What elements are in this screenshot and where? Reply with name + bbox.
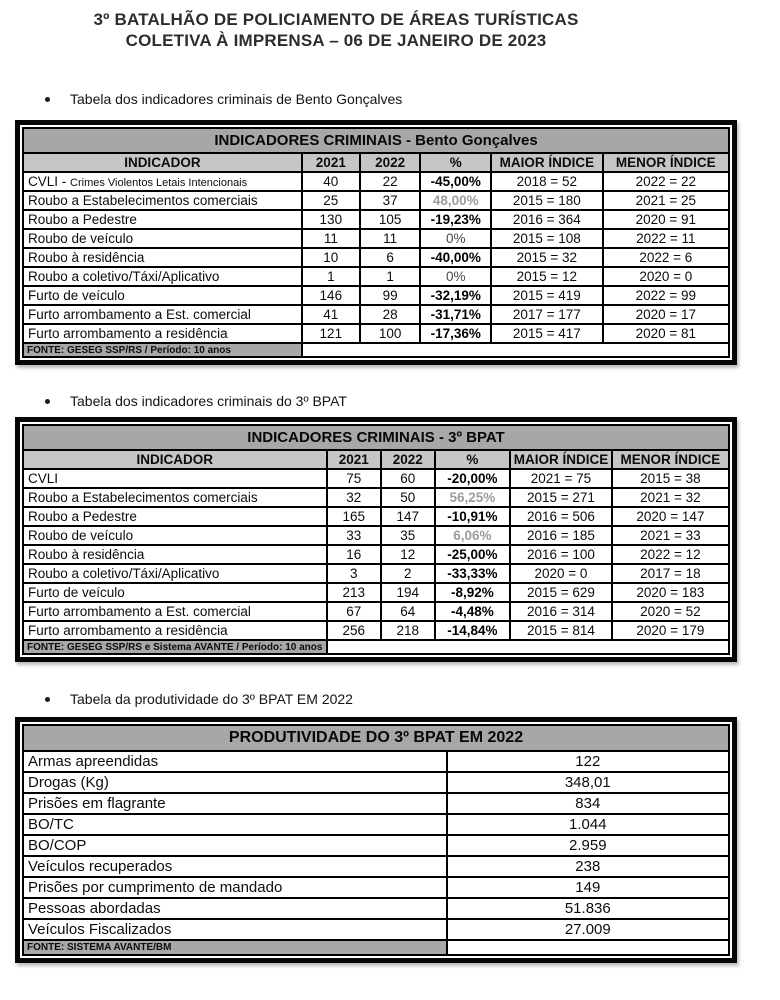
maior-indice-cell: 2016 = 506 <box>510 507 612 526</box>
value-2021-cell: 130 <box>302 210 360 229</box>
productivity-label-cell: Armas apreendidas <box>23 751 447 772</box>
percent-cell: -8,92% <box>435 583 511 602</box>
value-2021-cell: 75 <box>327 469 381 488</box>
table-row <box>23 507 729 526</box>
percent-cell: -45,00% <box>420 172 491 191</box>
table-row <box>23 877 729 898</box>
table-row <box>23 835 729 856</box>
menor-indice-cell: 2020 = 81 <box>603 324 729 343</box>
crime-table-bento <box>15 120 737 365</box>
menor-indice-cell: 2022 = 6 <box>603 248 729 267</box>
percent-cell: 48,00% <box>420 191 491 210</box>
value-2021-cell: 67 <box>327 602 381 621</box>
table-frame <box>15 120 737 365</box>
indicator-cell: Furto de veículo <box>23 286 302 305</box>
menor-indice-cell: 2021 = 25 <box>603 191 729 210</box>
table-row <box>23 488 729 507</box>
percent-cell: 6,06% <box>435 526 511 545</box>
page-title-line2: COLETIVA À IMPRENSA – 06 DE JANEIRO DE 2023 <box>125 31 547 50</box>
percent-cell: -25,00% <box>435 545 511 564</box>
percent-cell: -20,00% <box>435 469 511 488</box>
maior-indice-cell: 2016 = 314 <box>510 602 612 621</box>
column-header-2021: 2021 <box>302 153 360 172</box>
value-2022-cell: 12 <box>381 545 435 564</box>
table-row <box>23 229 729 248</box>
table-row <box>23 564 729 583</box>
table-row <box>23 898 729 919</box>
column-header-2022: 2022 <box>381 450 435 469</box>
indicator-cell: Roubo à residência <box>23 545 327 564</box>
table-row <box>23 172 729 191</box>
value-2021-cell: 3 <box>327 564 381 583</box>
menor-indice-cell: 2020 = 179 <box>612 621 729 640</box>
table-title: PRODUTIVIDADE DO 3º BPAT EM 2022 <box>23 725 729 751</box>
value-2022-cell: 37 <box>360 191 421 210</box>
column-header-indicador: INDICADOR <box>23 153 302 172</box>
fonte-cell: FONTE: GESEG SSP/RS / Período: 10 anos <box>23 343 302 357</box>
value-2021-cell: 165 <box>327 507 381 526</box>
percent-cell: 0% <box>420 267 491 286</box>
value-2021-cell: 10 <box>302 248 360 267</box>
indicator-cell: Roubo de veículo <box>23 526 327 545</box>
value-2021-cell: 146 <box>302 286 360 305</box>
indicator-cell: Roubo a coletivo/Táxi/Aplicativo <box>23 564 327 583</box>
bullet-label: Tabela dos indicadores criminais do 3º BPAT <box>70 393 347 409</box>
menor-indice-cell: 2015 = 38 <box>612 469 729 488</box>
fonte-row <box>23 343 729 357</box>
page-title-line1: 3º BATALHÃO DE POLICIAMENTO DE ÁREAS TURÍSTICAS <box>93 10 579 29</box>
indicator-cell: Roubo a Estabelecimentos comerciais <box>23 488 327 507</box>
maior-indice-cell: 2016 = 185 <box>510 526 612 545</box>
indicator-cell: Furto arrombamento a residência <box>23 621 327 640</box>
productivity-value-cell: 122 <box>447 751 729 772</box>
value-2021-cell: 25 <box>302 191 360 210</box>
column-header-pct: % <box>435 450 511 469</box>
fonte-cell: FONTE: GESEG SSP/RS e Sistema AVANTE / Período: 10 anos <box>23 640 327 654</box>
percent-cell: -40,00% <box>420 248 491 267</box>
fonte-empty-cell <box>447 940 729 955</box>
percent-cell: 0% <box>420 229 491 248</box>
fonte-empty-cell <box>327 640 729 654</box>
column-header-pct: % <box>420 153 491 172</box>
value-2022-cell: 147 <box>381 507 435 526</box>
menor-indice-cell: 2020 = 17 <box>603 305 729 324</box>
value-2022-cell: 28 <box>360 305 421 324</box>
value-2021-cell: 11 <box>302 229 360 248</box>
maior-indice-cell: 2016 = 364 <box>491 210 603 229</box>
productivity-label-cell: Drogas (Kg) <box>23 772 447 793</box>
table-header-row <box>23 450 729 469</box>
column-header-menor: MENOR ÍNDICE <box>603 153 729 172</box>
percent-cell: -31,71% <box>420 305 491 324</box>
menor-indice-cell: 2022 = 22 <box>603 172 729 191</box>
indicator-cell: Furto de veículo <box>23 583 327 602</box>
indicator-cell: Roubo à residência <box>23 248 302 267</box>
table-frame <box>15 417 737 662</box>
percent-cell: 56,25% <box>435 488 511 507</box>
table-row <box>23 248 729 267</box>
table-row <box>23 856 729 877</box>
productivity-value-cell: 149 <box>447 877 729 898</box>
menor-indice-cell: 2022 = 99 <box>603 286 729 305</box>
indicator-cell: CVLI - Crimes Violentos Letais Intencionais <box>23 172 302 191</box>
percent-cell: -10,91% <box>435 507 511 526</box>
bullet-icon <box>45 97 50 102</box>
table-row <box>23 305 729 324</box>
percent-cell: -17,36% <box>420 324 491 343</box>
table-row <box>23 286 729 305</box>
value-2022-cell: 105 <box>360 210 421 229</box>
table-title: INDICADORES CRIMINAIS - 3º BPAT <box>23 425 729 450</box>
value-2022-cell: 11 <box>360 229 421 248</box>
value-2022-cell: 99 <box>360 286 421 305</box>
maior-indice-cell: 2015 = 108 <box>491 229 603 248</box>
productivity-table <box>15 717 737 963</box>
maior-indice-cell: 2015 = 271 <box>510 488 612 507</box>
maior-indice-cell: 2018 = 52 <box>491 172 603 191</box>
indicator-cell: Roubo a Pedestre <box>23 507 327 526</box>
column-header-maior: MAIOR ÍNDICE <box>491 153 603 172</box>
indicator-cell: Furto arrombamento a Est. comercial <box>23 602 327 621</box>
fonte-cell: FONTE: SISTEMA AVANTE/BM <box>23 940 447 955</box>
menor-indice-cell: 2022 = 11 <box>603 229 729 248</box>
menor-indice-cell: 2020 = 183 <box>612 583 729 602</box>
productivity-label-cell: BO/TC <box>23 814 447 835</box>
indicator-cell: Furto arrombamento a Est. comercial <box>23 305 302 324</box>
indicator-cell: Roubo de veículo <box>23 229 302 248</box>
bullet-item-produtividade <box>45 691 780 707</box>
table-row <box>23 793 729 814</box>
menor-indice-cell: 2022 = 12 <box>612 545 729 564</box>
table-row <box>23 469 729 488</box>
table-row <box>23 583 729 602</box>
productivity-value-cell: 27.009 <box>447 919 729 940</box>
table-title: INDICADORES CRIMINAIS - Bento Gonçalves <box>23 128 729 153</box>
column-header-2021: 2021 <box>327 450 381 469</box>
productivity-value-cell: 834 <box>447 793 729 814</box>
menor-indice-cell: 2020 = 91 <box>603 210 729 229</box>
table-row <box>23 526 729 545</box>
table-row <box>23 751 729 772</box>
menor-indice-cell: 2021 = 33 <box>612 526 729 545</box>
table-row <box>23 602 729 621</box>
value-2021-cell: 1 <box>302 267 360 286</box>
value-2021-cell: 33 <box>327 526 381 545</box>
value-2022-cell: 1 <box>360 267 421 286</box>
productivity-label-cell: Veículos recuperados <box>23 856 447 877</box>
indicator-subtext: Crimes Violentos Letais Intencionais <box>70 177 248 189</box>
productivity-label-cell: Prisões em flagrante <box>23 793 447 814</box>
productivity-value-cell: 1.044 <box>447 814 729 835</box>
column-header-indicador: INDICADOR <box>23 450 327 469</box>
value-2021-cell: 213 <box>327 583 381 602</box>
table-row <box>23 814 729 835</box>
percent-cell: -32,19% <box>420 286 491 305</box>
productivity-value-cell: 2.959 <box>447 835 729 856</box>
productivity-label-cell: BO/COP <box>23 835 447 856</box>
value-2022-cell: 100 <box>360 324 421 343</box>
indicator-cell: CVLI <box>23 469 327 488</box>
value-2022-cell: 6 <box>360 248 421 267</box>
table-row <box>23 267 729 286</box>
menor-indice-cell: 2017 = 18 <box>612 564 729 583</box>
value-2021-cell: 32 <box>327 488 381 507</box>
bullet-icon <box>45 697 50 702</box>
menor-indice-cell: 2020 = 52 <box>612 602 729 621</box>
percent-cell: -14,84% <box>435 621 511 640</box>
fonte-empty-cell <box>302 343 729 357</box>
maior-indice-cell: 2020 = 0 <box>510 564 612 583</box>
value-2022-cell: 60 <box>381 469 435 488</box>
bullet-item-bento <box>45 91 780 107</box>
bullet-item-bpat <box>45 393 780 409</box>
crime-table-bpat <box>15 417 737 662</box>
productivity-label-cell: Veículos Fiscalizados <box>23 919 447 940</box>
productivity-value-cell: 348,01 <box>447 772 729 793</box>
percent-cell: -33,33% <box>435 564 511 583</box>
bullet-label: Tabela da produtividade do 3º BPAT EM 2022 <box>70 691 353 707</box>
table-row <box>23 545 729 564</box>
value-2021-cell: 121 <box>302 324 360 343</box>
bullet-icon <box>45 399 50 404</box>
value-2022-cell: 194 <box>381 583 435 602</box>
value-2022-cell: 35 <box>381 526 435 545</box>
value-2021-cell: 256 <box>327 621 381 640</box>
table-frame <box>15 717 737 963</box>
maior-indice-cell: 2016 = 100 <box>510 545 612 564</box>
maior-indice-cell: 2015 = 814 <box>510 621 612 640</box>
column-header-2022: 2022 <box>360 153 421 172</box>
maior-indice-cell: 2017 = 177 <box>491 305 603 324</box>
table-header-row <box>23 153 729 172</box>
menor-indice-cell: 2020 = 0 <box>603 267 729 286</box>
table-row <box>23 772 729 793</box>
table-row <box>23 210 729 229</box>
value-2022-cell: 22 <box>360 172 421 191</box>
menor-indice-cell: 2021 = 32 <box>612 488 729 507</box>
page-title <box>0 0 672 51</box>
table-row <box>23 324 729 343</box>
column-header-maior: MAIOR ÍNDICE <box>510 450 612 469</box>
table-row <box>23 191 729 210</box>
value-2021-cell: 40 <box>302 172 360 191</box>
value-2021-cell: 41 <box>302 305 360 324</box>
maior-indice-cell: 2015 = 12 <box>491 267 603 286</box>
productivity-value-cell: 238 <box>447 856 729 877</box>
value-2022-cell: 64 <box>381 602 435 621</box>
maior-indice-cell: 2015 = 629 <box>510 583 612 602</box>
percent-cell: -19,23% <box>420 210 491 229</box>
maior-indice-cell: 2015 = 419 <box>491 286 603 305</box>
maior-indice-cell: 2015 = 417 <box>491 324 603 343</box>
maior-indice-cell: 2021 = 75 <box>510 469 612 488</box>
column-header-menor: MENOR ÍNDICE <box>612 450 729 469</box>
maior-indice-cell: 2015 = 180 <box>491 191 603 210</box>
indicator-cell: Roubo a coletivo/Táxi/Aplicativo <box>23 267 302 286</box>
bullet-label: Tabela dos indicadores criminais de Bento Gonçalves <box>70 91 403 107</box>
productivity-value-cell: 51.836 <box>447 898 729 919</box>
table-row <box>23 621 729 640</box>
maior-indice-cell: 2015 = 32 <box>491 248 603 267</box>
value-2022-cell: 218 <box>381 621 435 640</box>
menor-indice-cell: 2020 = 147 <box>612 507 729 526</box>
fonte-row <box>23 640 729 654</box>
indicator-cell: Furto arrombamento a residência <box>23 324 302 343</box>
table-row <box>23 919 729 940</box>
fonte-row <box>23 940 729 955</box>
value-2022-cell: 2 <box>381 564 435 583</box>
value-2022-cell: 50 <box>381 488 435 507</box>
productivity-label-cell: Pessoas abordadas <box>23 898 447 919</box>
productivity-label-cell: Prisões por cumprimento de mandado <box>23 877 447 898</box>
percent-cell: -4,48% <box>435 602 511 621</box>
value-2021-cell: 16 <box>327 545 381 564</box>
indicator-cell: Roubo a Estabelecimentos comerciais <box>23 191 302 210</box>
indicator-cell: Roubo a Pedestre <box>23 210 302 229</box>
